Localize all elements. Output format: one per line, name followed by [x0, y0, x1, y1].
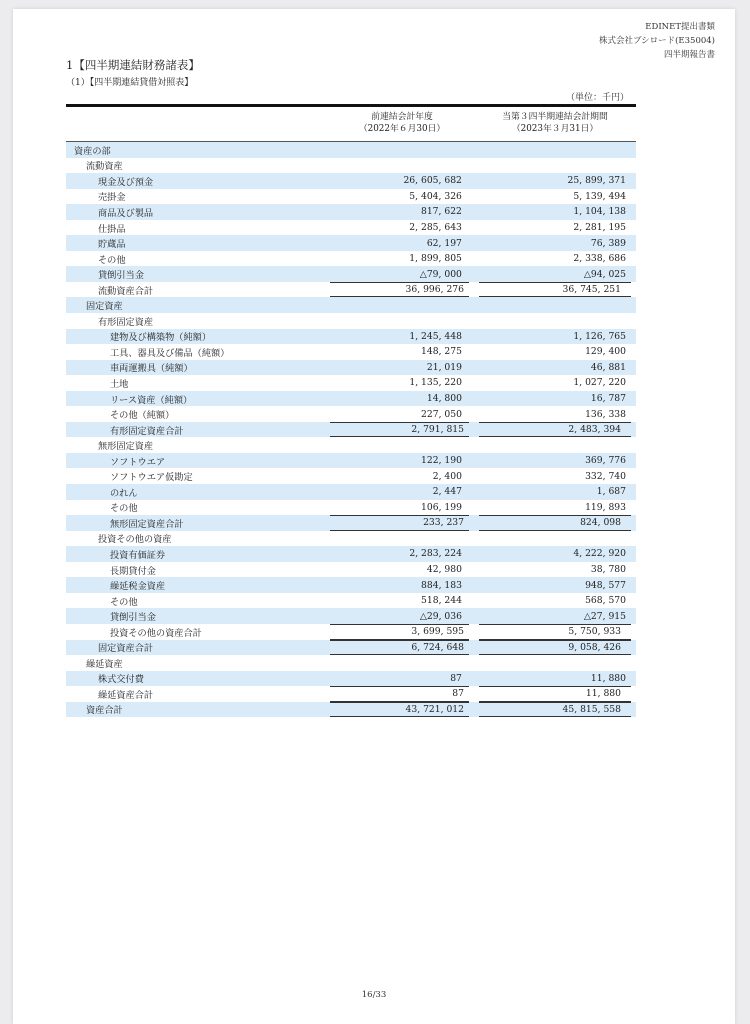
row-label: 商品及び製品 [98, 207, 154, 219]
row-label: 投資有価証券 [110, 549, 166, 561]
row-value-prev: 1, 245, 448 [409, 330, 462, 342]
row-value-prev: 6, 724, 648 [330, 640, 469, 656]
table-row-total [66, 702, 636, 718]
table-row [66, 173, 636, 189]
row-label: 繰延資産 [86, 658, 123, 670]
row-value-prev [325, 655, 466, 671]
row-value-curr: 4, 222, 920 [573, 548, 626, 560]
row-value-prev: 227, 050 [421, 408, 462, 420]
row-value-curr [477, 297, 636, 313]
row-value-prev [325, 142, 466, 158]
table-row [66, 329, 636, 345]
document-page [13, 9, 735, 1024]
table-row [66, 158, 636, 174]
row-value-prev: 21, 019 [426, 361, 462, 373]
row-label: のれん [110, 487, 138, 499]
row-label: 仕掛品 [98, 223, 126, 235]
table-row [66, 251, 636, 267]
row-label: 建物及び構築物（純額） [110, 332, 212, 344]
row-value-prev [326, 313, 467, 329]
row-value-curr: 25, 899, 371 [567, 175, 626, 187]
row-value-prev: 884, 183 [421, 579, 462, 591]
row-label: リース資産（純額） [110, 394, 193, 406]
row-value-curr: 1, 126, 765 [573, 330, 626, 342]
row-value-prev: 2, 285, 643 [409, 222, 462, 233]
table-row-total [66, 624, 636, 640]
table-body [66, 142, 636, 717]
row-value-prev: 62, 197 [426, 237, 462, 249]
table-row [66, 468, 636, 484]
row-value-prev: 233, 237 [330, 515, 469, 531]
row-value-curr: 1, 104, 138 [573, 206, 626, 218]
row-label: 貸倒引当金 [98, 270, 144, 282]
table-row [66, 484, 636, 500]
table-row [66, 360, 636, 376]
row-value-prev: 5, 404, 326 [409, 190, 462, 202]
row-label: 工具、器具及び備品（純額） [110, 347, 230, 359]
column-header-blank [66, 107, 330, 141]
row-value-curr: 5, 139, 494 [573, 190, 626, 202]
row-value-curr [477, 158, 636, 174]
table-row [66, 546, 636, 562]
row-value-curr: 11, 880 [479, 686, 631, 702]
row-value-curr: 76, 389 [590, 237, 626, 249]
row-value-curr: 38, 780 [590, 564, 626, 576]
row-value-prev: 36, 996, 276 [330, 282, 469, 298]
row-value-prev: 2, 400 [432, 470, 462, 482]
row-value-prev: 3, 699, 595 [330, 624, 469, 640]
row-value-prev: 43, 721, 012 [330, 702, 469, 718]
table-row-total [66, 640, 636, 656]
row-label: 繰延税金資産 [110, 581, 166, 593]
table-row [66, 313, 636, 329]
row-value-prev: 1, 135, 220 [409, 377, 462, 389]
row-value-prev [325, 297, 466, 313]
row-label: 貸倒引当金 [110, 612, 156, 624]
row-label: ソフトウエア [110, 456, 166, 468]
table-row [66, 297, 636, 313]
subsection-title: （1）【四半期連結貸借対照表】 [66, 78, 194, 88]
table-row [66, 655, 636, 671]
row-value-curr: 568, 570 [585, 595, 626, 607]
table-row-total [66, 422, 636, 438]
row-value-curr: 36, 745, 251 [479, 282, 631, 298]
row-value-curr: 369, 776 [585, 455, 626, 467]
row-label: 繰延資産合計 [98, 689, 154, 701]
row-value-prev: 87 [330, 686, 469, 702]
table-row [66, 577, 636, 593]
row-label: その他 [110, 503, 138, 515]
row-label: 貯蔵品 [98, 239, 126, 251]
row-label: 無形固定資産合計 [110, 518, 184, 530]
column-header-curr [474, 107, 636, 141]
row-value-curr: 2, 281, 195 [573, 222, 626, 233]
table-row [66, 204, 636, 220]
row-value-curr: 332, 740 [585, 470, 626, 482]
column-header-prev [330, 107, 474, 141]
row-label: 固定資産合計 [98, 643, 154, 655]
row-value-curr: △94, 025 [583, 268, 626, 280]
row-label: 投資その他の資産 [98, 534, 172, 546]
table-row [66, 500, 636, 516]
table-row [66, 375, 636, 391]
table-row [66, 220, 636, 236]
row-value-prev: 2, 447 [432, 486, 462, 498]
table-row-total [66, 686, 636, 702]
row-value-prev: 817, 622 [420, 206, 462, 218]
row-value-prev: 122, 190 [421, 455, 462, 467]
row-value-curr: △27, 915 [583, 610, 626, 622]
table-row-total [66, 515, 636, 531]
column-header-row [66, 107, 636, 142]
row-value-curr: 45, 815, 558 [479, 702, 631, 718]
row-label: 資産の部 [74, 145, 111, 157]
row-value-prev: 26, 605, 682 [403, 175, 462, 187]
table-row [66, 608, 636, 624]
row-value-curr: 11, 880 [590, 672, 626, 684]
row-label: その他 [110, 596, 138, 608]
table-row [66, 142, 636, 158]
row-label: 有形固定資産 [98, 316, 154, 328]
row-value-prev: 106, 199 [421, 501, 462, 513]
row-label: 有形固定資産合計 [110, 425, 184, 437]
row-label: 流動資産合計 [98, 285, 154, 297]
row-value-curr [477, 437, 636, 453]
column-header-prev-date: （2022年６月30日） [358, 124, 446, 134]
document-header [599, 20, 715, 62]
row-label: 無形固定資産 [98, 441, 154, 453]
table-row [66, 593, 636, 609]
row-value-prev: 518, 244 [421, 595, 462, 607]
row-value-prev [326, 437, 467, 453]
doc-type-label: EDINET提出書類 [645, 22, 715, 32]
row-value-curr: 136, 338 [585, 408, 626, 420]
table-row [66, 671, 636, 687]
column-header-prev-title: 前連結会計年度 [371, 112, 433, 122]
company-label: 株式会社ブシロード(E35004) [598, 36, 715, 46]
row-label: 売掛金 [98, 192, 126, 204]
table-row [66, 406, 636, 422]
page-number: 16/33 [361, 990, 387, 1000]
report-label: 四半期報告書 [663, 50, 715, 60]
row-value-curr [477, 655, 636, 671]
row-value-curr: 46, 881 [590, 361, 626, 373]
row-label: 現金及び預金 [98, 176, 154, 188]
row-label: 車両運搬具（純額） [110, 363, 193, 375]
row-value-curr: 1, 687 [596, 486, 626, 498]
table-row [66, 531, 636, 547]
row-value-prev: 87 [450, 672, 462, 684]
row-value-prev [325, 158, 466, 174]
row-value-prev: 1, 899, 805 [409, 253, 462, 265]
row-value-curr: 1, 027, 220 [573, 377, 626, 389]
row-label: 長期貸付金 [110, 565, 156, 577]
column-header-curr-date: （2023年３月31日） [511, 124, 599, 134]
row-label: その他 [98, 254, 126, 266]
row-label: 流動資産 [86, 161, 123, 173]
table-row [66, 189, 636, 205]
unit-label: （単位：千円） [565, 93, 629, 103]
row-value-prev: 2, 283, 224 [409, 548, 462, 560]
table-row [66, 437, 636, 453]
row-value-prev: 148, 275 [421, 346, 462, 358]
balance-sheet-table [66, 104, 636, 717]
row-value-curr: 16, 787 [590, 393, 626, 405]
row-value-curr [477, 531, 636, 547]
table-row [66, 562, 636, 578]
row-value-curr [477, 142, 636, 158]
row-value-prev: 14, 800 [426, 393, 462, 405]
table-row-total [66, 282, 636, 298]
row-value-prev: 2, 791, 815 [330, 422, 469, 438]
row-label: 投資その他の資産合計 [110, 627, 202, 639]
row-value-curr: 2, 338, 686 [573, 253, 626, 265]
table-row [66, 391, 636, 407]
table-row [66, 266, 636, 282]
row-label: 株式交付費 [98, 674, 144, 686]
row-value-prev: △79, 000 [419, 268, 462, 280]
row-value-curr: 824, 098 [479, 515, 631, 531]
row-value-curr: 9, 058, 426 [479, 640, 631, 656]
row-value-curr: 129, 400 [585, 346, 626, 358]
column-header-curr-title: 当第３四半期連結会計期間 [502, 112, 608, 122]
row-value-curr: 119, 893 [585, 501, 626, 513]
row-label: ソフトウエア仮勘定 [110, 472, 193, 484]
table-row [66, 235, 636, 251]
row-value-curr: 2, 483, 394 [479, 422, 631, 438]
table-row [66, 453, 636, 469]
row-value-curr: 5, 750, 933 [479, 624, 631, 640]
row-value-curr: 948, 577 [585, 579, 626, 591]
table-row [66, 344, 636, 360]
row-label: 固定資産 [86, 301, 123, 313]
row-label: 土地 [110, 378, 129, 390]
row-label: その他（純額） [110, 410, 175, 422]
section-title: 1【四半期連結財務諸表】 [66, 58, 200, 72]
row-value-prev: 42, 980 [426, 564, 462, 576]
row-value-curr [477, 313, 636, 329]
row-label: 資産合計 [86, 705, 123, 717]
row-value-prev [326, 531, 467, 547]
row-value-prev: △29, 036 [419, 610, 462, 622]
